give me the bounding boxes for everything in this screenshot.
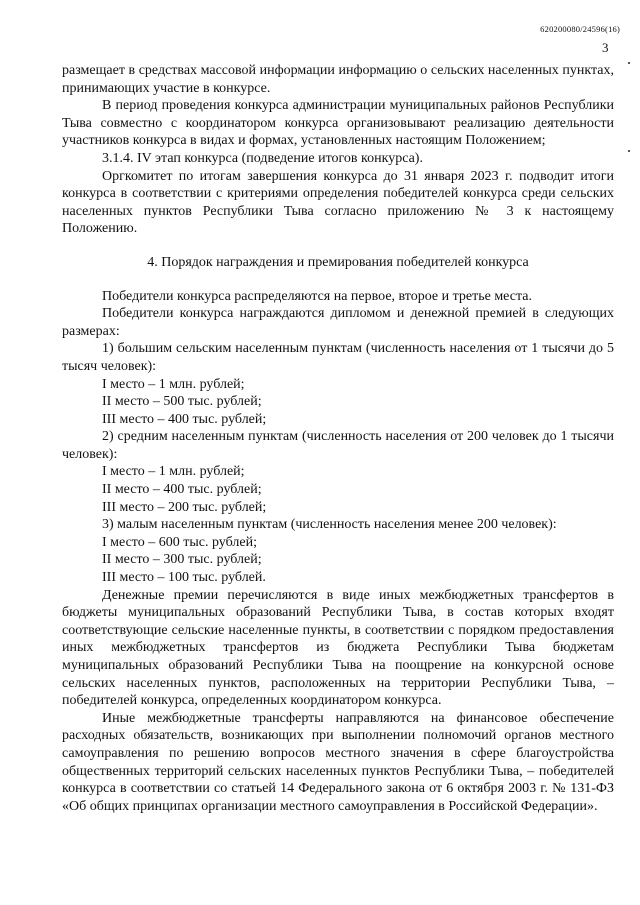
prize-line: II место – 300 тыс. рублей; [102,552,262,568]
paragraph: 3.1.4. IV этап конкурса (подведение итогов конкурса). [102,150,423,166]
section-heading: 4. Порядок награждения и премирования победителей конкурса [147,254,529,270]
paragraph: Иные межбюджетные трансферты направляются на финансовое обеспечение расходных обязательств, возникающих при выполнении полномочий органов местного самоуправления по решению вопросов местного значения в сфере благоустройства общественных территорий сельских населенных пунктов Республики Тыва, – победителей конкурса в соответствии со статьей 14 Федерального закона от 6 октября 2003 г. № 131-ФЗ «Об общих принципах организации местного самоуправления в Российской Федерации». [62,710,614,814]
prize-line: I место – 1 млн. рублей; [102,376,245,392]
spacer [62,272,614,288]
paragraph: В период проведения конкурса администрации муниципальных районов Республики Тыва совместно с координатором конкурса организовывают реализацию деятельности участников конкурса в видах и формах, установленных настоящим Положением; [62,98,614,149]
paragraph: Победители конкурса награждаются дипломом и денежной премией в следующих размерах: [62,306,614,339]
prize-line: III место – 400 тыс. рублей; [102,411,267,427]
document-body [62,62,614,815]
list-heading-large: 1) большим сельским населенным пунктам (численность населения от 1 тысячи до 5 тысяч человек): [62,341,614,374]
prize-line: I место – 600 тыс. рублей; [102,534,257,550]
spacer [62,238,614,254]
prize-line: III место – 200 тыс. рублей; [102,499,267,515]
page-number: 3 [602,40,609,55]
paragraph: размещает в средствах массовой информации информацию о сельских населенных пунктах, принимающих участие в конкурсе. [62,63,614,96]
list-heading-small: 3) малым населенным пунктам (численность населения менее 200 человек): [102,517,557,533]
prize-line: III место – 100 тыс. рублей. [102,570,266,586]
document-number: 620200080/24596(16) [540,24,620,34]
paragraph: Денежные премии перечисляются в виде иных межбюджетных трансфертов в бюджеты муниципальных образований Республики Тыва, в состав которых входят соответствующие сельские населенные пункты, в соответствии с порядком предоставления иных межбюджетных трансфертов из бюджета Республики Тыва бюджетам муниципальных образований Республики Тыва на поощрение на конкурсной основе сельских населенных пунктов, расположенных на территории Республики Тыва, – победителей конкурса, определенных координатором конкурса. [62,587,614,709]
prize-line: I место – 1 млн. рублей; [102,464,245,480]
paragraph: Оргкомитет по итогам завершения конкурса до 31 января 2023 г. подводит итоги конкурса в соответствии с критериями определения победителей конкурса среди сельских населенных пунктов Республики Тыва согласно приложению № 3 к настоящему Положению. [62,168,614,237]
list-heading-medium: 2) средним населенным пунктам (численность населения от 200 человек до 1 тысячи человек): [62,429,614,462]
paragraph: Победители конкурса распределяются на первое, второе и третье места. [102,288,532,304]
prize-line: II место – 500 тыс. рублей; [102,394,262,410]
scan-speck [628,62,630,64]
prize-line: II место – 400 тыс. рублей; [102,482,262,498]
scan-speck [628,150,630,152]
